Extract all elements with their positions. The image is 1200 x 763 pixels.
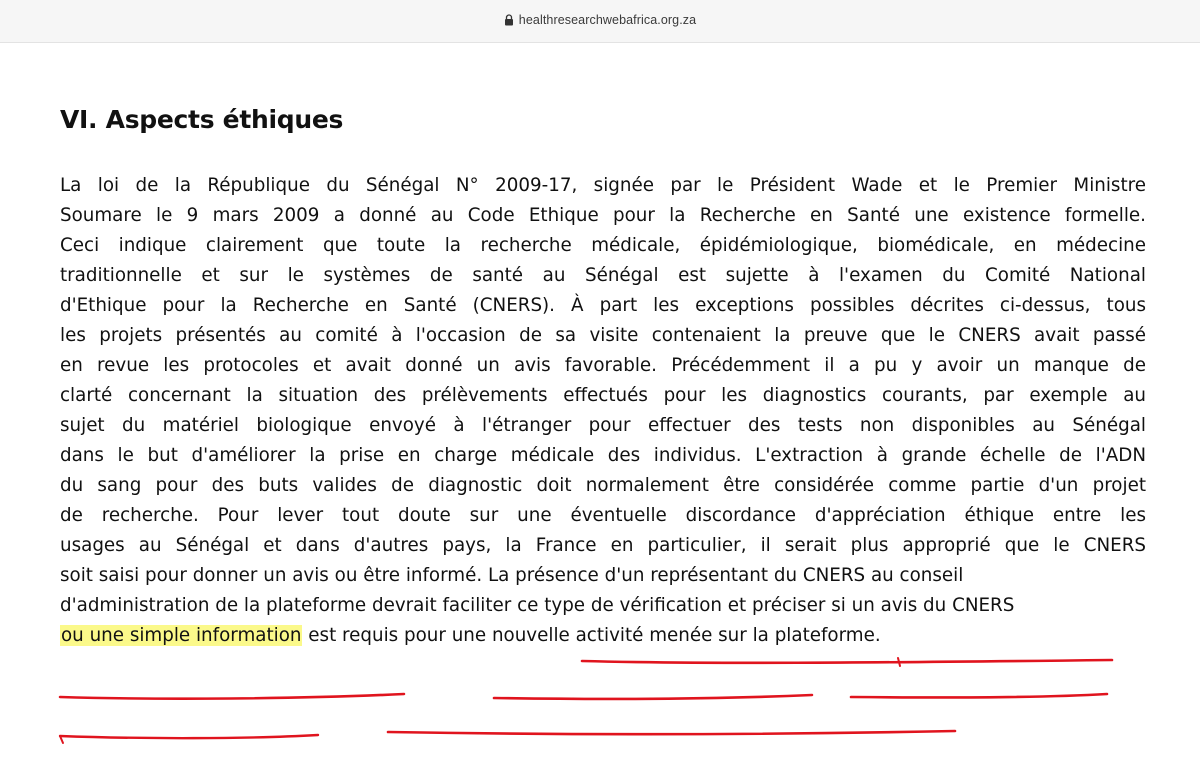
red-underline-stroke [898,658,900,666]
line-text: soit saisi pour donner un avis ou être informé. [60,565,488,586]
red-underline-stroke [388,731,955,734]
document-content [60,100,1146,646]
red-underline-stroke [851,694,1107,698]
paragraph-line [60,591,1146,621]
paragraph-line: traditionnelle et sur le systèmes de santé au Sénégal est sujette à l'examen du Comité National [60,265,1146,286]
section-heading: VI. Aspects éthiques [60,105,344,134]
paragraph-line: usages au Sénégal et dans d'autres pays, la France en particulier, il serait plus approprié que le CNERS [60,535,1146,556]
line-text: . [874,625,881,646]
red-underline-stroke [60,735,318,738]
paragraph-line: d'Ethique pour la Recherche en Santé (CNERS). À part les exceptions possibles décrites ci-dessus, tous [60,295,1146,316]
red-underline-stroke [494,695,812,699]
underlined-phrase: requis pour une nouvelle activité menée sur la plateforme [342,625,875,646]
paragraph-line: sujet du matériel biologique envoyé à l'étranger pour effectuer des tests non disponibles au Sénégal [60,415,1146,436]
url-text: healthresearchwebafrica.org.za [518,13,697,27]
paragraph-line: en revue les protocoles et avait donné un avis favorable. Précédemment il a pu y avoir un manque de [60,355,1146,376]
underlined-phrase: préciser si un avis du CNERS [752,595,1015,616]
line-text: est [302,625,343,646]
red-underline-stroke [60,736,63,743]
underlined-phrase: La présence d'un représentant du CNERS au conseil [487,565,964,586]
paragraph-line: du sang pour des buts valides de diagnostic doit normalement être considérée comme partie d'un projet [60,475,1146,496]
paragraph [60,171,1146,651]
paragraph-line: dans le but d'améliorer la prise en charge médicale des individus. L'extraction à grande échelle de l'ADN [60,445,1146,466]
highlighted-phrase: ou une simple information [61,625,302,646]
url-display[interactable] [504,13,696,27]
paragraph-line: La loi de la République du Sénégal N° 2009-17, signée par le Président Wade et le Premier Ministre [60,175,1146,196]
paragraph-line [60,621,1146,651]
underlined-phrase: faciliter ce type de vérification [442,595,722,616]
red-underline-stroke [60,694,404,699]
paragraph-line: Ceci indique clairement que toute la recherche médicale, épidémiologique, biomédicale, en médecine [60,235,1146,256]
paragraph-line: les projets présentés au comité à l'occasion de sa visite contenaient la preuve que le CNERS avait passé [60,325,1146,346]
line-text: et [721,595,753,616]
paragraph-line: clarté concernant la situation des prélèvements effectués pour les diagnostics courants, par exemple au [60,385,1146,406]
underlined-phrase: d'administration de la plateform [60,595,355,616]
paragraph-line: de recherche. Pour lever tout doute sur une éventuelle discordance d'appréciation éthique entre les [60,505,1146,526]
address-bar[interactable] [0,0,1200,43]
line-text: e devrait [354,595,443,616]
red-underline-stroke [582,660,1112,663]
paragraph-line [60,561,1146,591]
paragraph-line: Soumare le 9 mars 2009 a donné au Code Ethique pour la Recherche en Santé une existence formelle. [60,205,1146,226]
lock-icon [504,14,514,26]
